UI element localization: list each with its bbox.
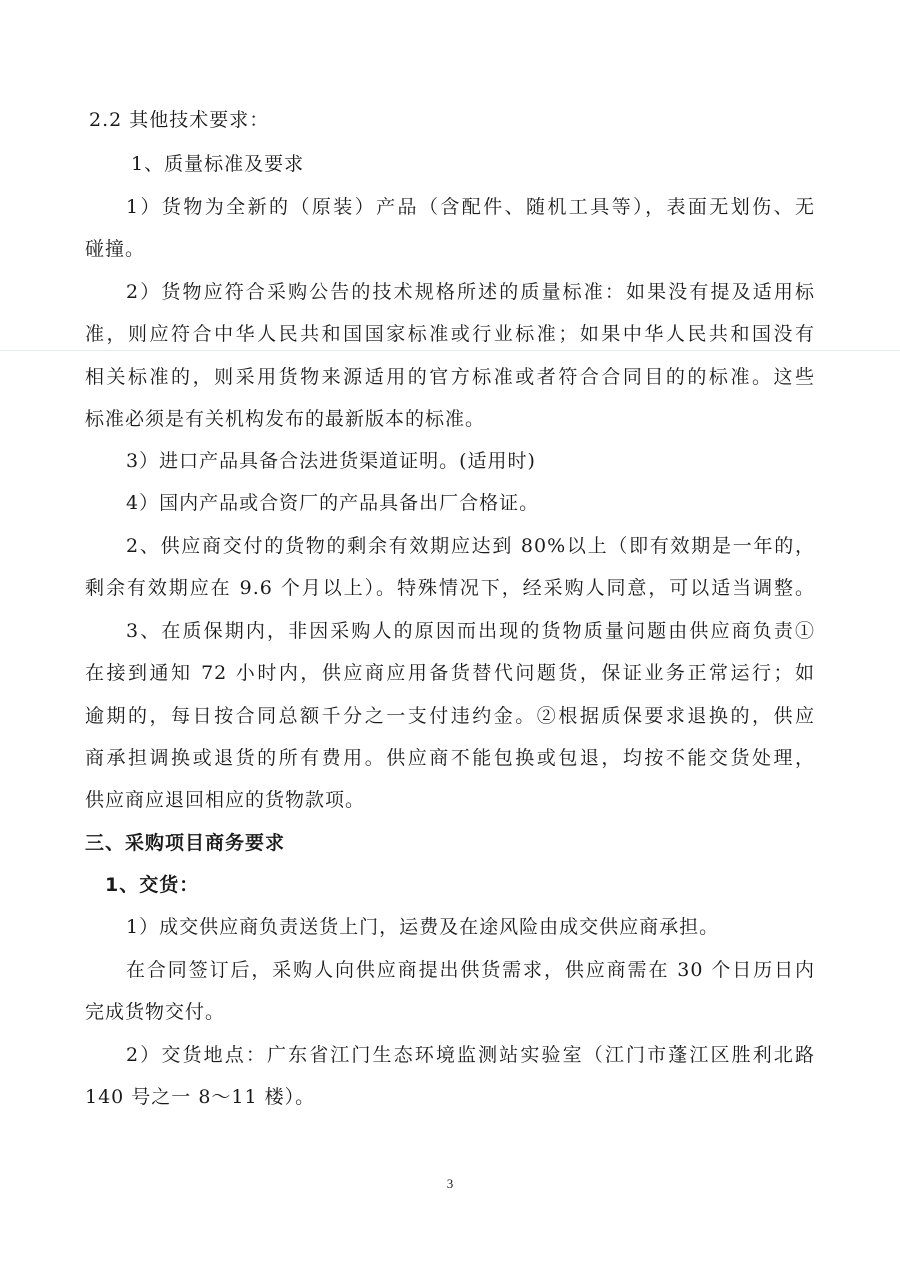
subheading-quality: 1、质量标准及要求 [131, 153, 305, 175]
paragraph-line: 在接到通知 72 小时内，供应商应用备货替代问题货，保证业务正常运行；如 [85, 662, 815, 684]
paragraph-line: 3）进口产品具备合法进货渠道证明。(适用时) [126, 450, 536, 472]
paragraph-line: 剩余有效期应在 9.6 个月以上）。特殊情况下，经采购人同意，可以适当调整。 [85, 577, 815, 599]
paragraph-line: 碰撞。 [85, 238, 146, 260]
paragraph-line: 2）交货地点：广东省江门生态环境监测站实验室（江门市蓬江区胜利北路 [126, 1044, 815, 1066]
paragraph-line: 商承担调换或退货的所有费用。供应商不能包换或包退，均按不能交货处理， [85, 747, 815, 769]
section-heading-3: 三、采购项目商务要求 [85, 832, 286, 854]
paragraph-line: 供应商应退回相应的货物款项。 [85, 789, 366, 811]
paragraph-line: 3、在质保期内，非因采购人的原因而出现的货物质量问题由供应商负责① [126, 620, 815, 642]
paragraph-line: 2、供应商交付的货物的剩余有效期应达到 80%以上（即有效期是一年的， [126, 535, 815, 557]
paragraph-line: 140 号之一 8～11 楼）。 [85, 1086, 316, 1108]
paragraph-line: 相关标准的，则采用货物来源适用的官方标准或者符合合同目的的标准。这些 [85, 366, 815, 388]
paragraph-line: 4）国内产品或合资厂的产品具备出厂合格证。 [126, 492, 540, 514]
paragraph-line: 准，则应符合中华人民共和国国家标准或行业标准；如果中华人民共和国没有 [85, 323, 815, 345]
paragraph-line: 1）货物为全新的（原装）产品（含配件、随机工具等），表面无划伤、无 [126, 196, 815, 218]
paragraph-line: 2）货物应符合采购公告的技术规格所述的质量标准：如果没有提及适用标 [126, 281, 815, 303]
page-number: 3 [446, 1176, 454, 1191]
paragraph-line: 在合同签订后，采购人向供应商提出供货需求，供应商需在 30 个日历日内 [126, 959, 815, 981]
paragraph-line: 完成货物交付。 [85, 1001, 226, 1023]
paragraph-line: 1）成交供应商负责送货上门，运费及在途风险由成交供应商承担。 [126, 916, 720, 938]
paragraph-line: 逾期的，每日按合同总额千分之一支付违约金。②根据质保要求退换的，供应 [85, 705, 815, 727]
subheading-delivery: 1、交货： [105, 874, 200, 896]
scan-artifact-line [0, 350, 900, 351]
section-heading-2-2: 2.2 其他技术要求： [89, 109, 270, 131]
paragraph-line: 标准必须是有关机构发布的最新版本的标准。 [85, 408, 486, 430]
